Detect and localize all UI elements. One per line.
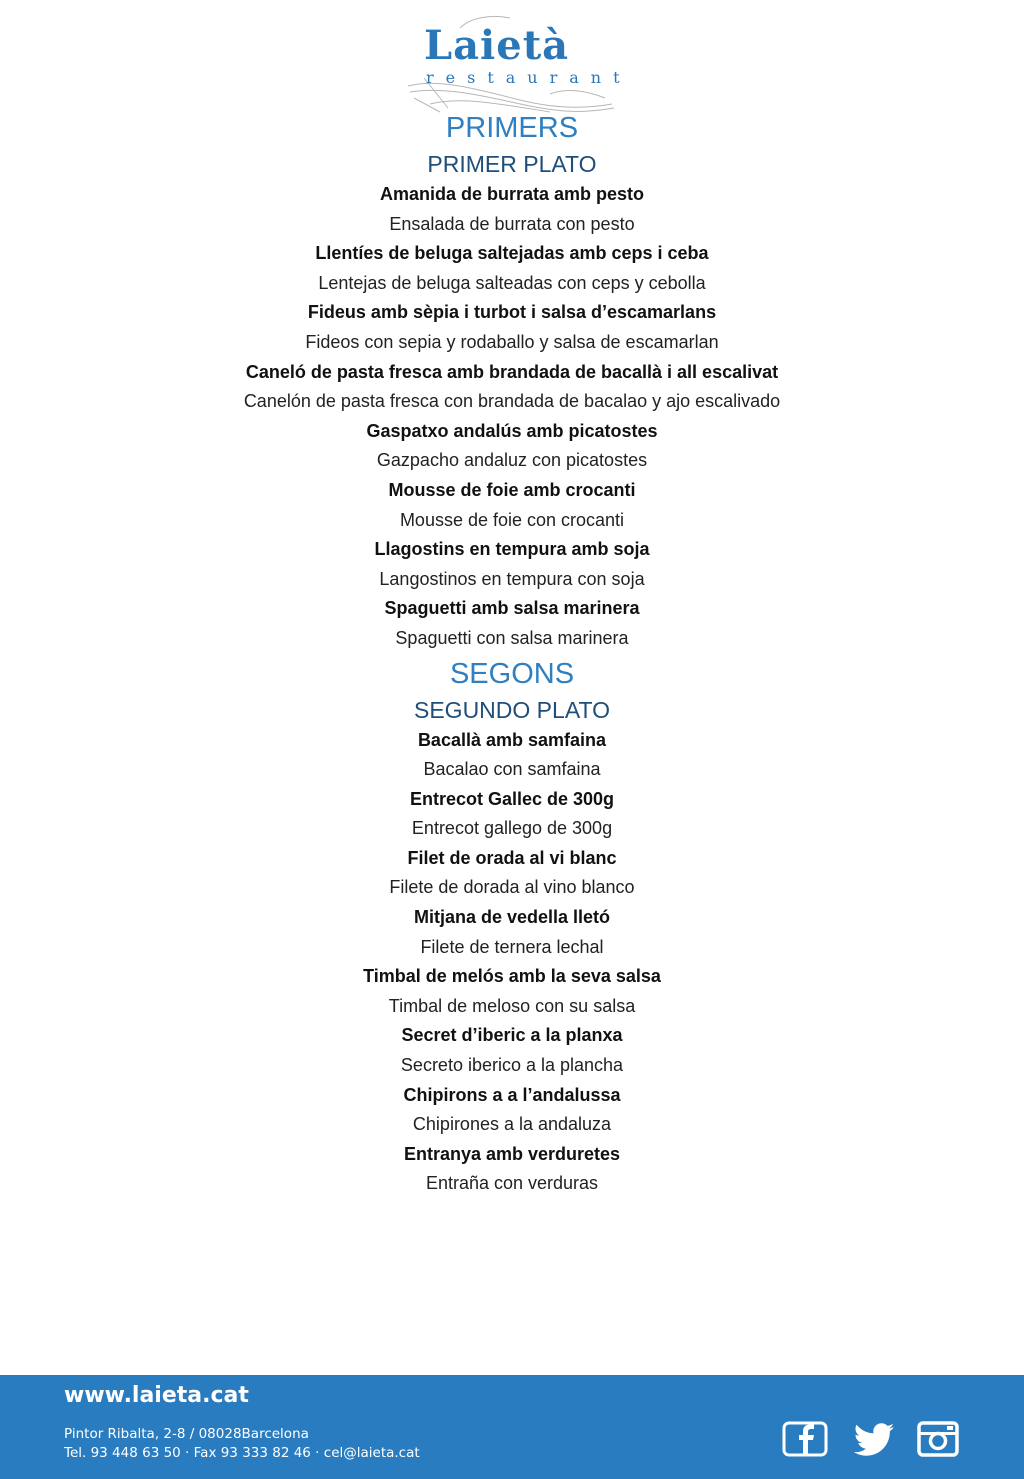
logo-tagline: restaurant xyxy=(426,68,632,87)
dish-spanish: Bacalao con samfaina xyxy=(423,759,601,780)
dish-catalan: Caneló de pasta fresca amb brandada de bacallà i all escalivat xyxy=(245,361,779,382)
dish-catalan: Llentíes de beluga saltejadas amb ceps i ceba xyxy=(315,243,709,264)
segons-section xyxy=(0,654,1024,1200)
dish-catalan: Llagostins en tempura amb soja xyxy=(374,539,650,560)
dish-spanish: Langostinos en tempura con soja xyxy=(379,568,645,589)
dish-spanish: Entraña con verduras xyxy=(425,1173,599,1194)
dish-spanish: Lentejas de beluga salteadas con ceps y cebolla xyxy=(318,272,706,293)
section-subtitle-primer-plato: PRIMER PLATO xyxy=(427,151,597,177)
dish-catalan: Amanida de burrata amb pesto xyxy=(379,184,645,204)
instagram-icon[interactable] xyxy=(914,1421,960,1457)
dish-spanish: Gazpacho andaluz con picatostes xyxy=(376,450,648,471)
dish-spanish: Timbal de meloso con su salsa xyxy=(388,995,636,1016)
dish-spanish: Secreto iberico a la plancha xyxy=(400,1055,624,1076)
primers-section xyxy=(0,108,1024,654)
dish-spanish: Entrecot gallego de 300g xyxy=(411,818,613,839)
dish-catalan: Spaguetti amb salsa marinera xyxy=(384,598,640,619)
dish-spanish: Spaguetti con salsa marinera xyxy=(395,627,629,648)
footer-contact: Tel. 93 448 63 50 · Fax 93 333 82 46 · cel@laieta.cat xyxy=(64,1445,420,1461)
dish-spanish: Ensalada de burrata con pesto xyxy=(389,213,635,234)
dish-spanish: Canelón de pasta fresca con brandada de bacalao y ajo escalivado xyxy=(243,391,781,412)
section-title-segons: SEGONS xyxy=(449,657,575,690)
logo-wordmark: Laietà xyxy=(424,22,570,69)
dish-spanish: Filete de ternera lechal xyxy=(420,936,604,957)
dish-catalan: Fideus amb sèpia i turbot i salsa d’escamarlans xyxy=(307,302,717,323)
restaurant-logo xyxy=(400,8,632,116)
dish-catalan: Bacallà amb samfaina xyxy=(417,729,607,750)
dish-catalan: Entranya amb verduretes xyxy=(403,1143,621,1164)
dish-catalan: Gaspatxo andalús amb picatostes xyxy=(366,420,658,441)
dish-catalan: Mousse de foie amb crocanti xyxy=(388,479,636,500)
dish-catalan: Mitjana de vedella lletó xyxy=(413,907,611,928)
facebook-icon[interactable] xyxy=(782,1421,828,1457)
section-title-primers: PRIMERS xyxy=(445,112,579,144)
footer-address: Pintor Ribalta, 2-8 / 08028Barcelona xyxy=(64,1426,309,1442)
footer xyxy=(0,1375,1024,1479)
twitter-icon[interactable] xyxy=(850,1421,896,1457)
dish-spanish: Mousse de foie con crocanti xyxy=(399,509,625,530)
dish-catalan: Secret d’iberic a la planxa xyxy=(401,1025,623,1046)
dish-spanish: Fideos con sepia y rodaballo y salsa de escamarlan xyxy=(305,331,719,352)
section-subtitle-segundo-plato: SEGUNDO PLATO xyxy=(414,696,610,723)
dish-catalan: Timbal de melós amb la seva salsa xyxy=(363,966,661,987)
dish-spanish: Filete de dorada al vino blanco xyxy=(389,877,635,898)
dish-catalan: Chipirons a a l’andalussa xyxy=(403,1084,621,1105)
website-link[interactable]: www.laieta.cat xyxy=(64,1383,249,1408)
dish-catalan: Entrecot Gallec de 300g xyxy=(409,788,615,809)
dish-spanish: Chipirones a la andaluza xyxy=(412,1114,612,1135)
dish-catalan: Filet de orada al vi blanc xyxy=(407,847,617,868)
menu xyxy=(0,108,1024,1199)
